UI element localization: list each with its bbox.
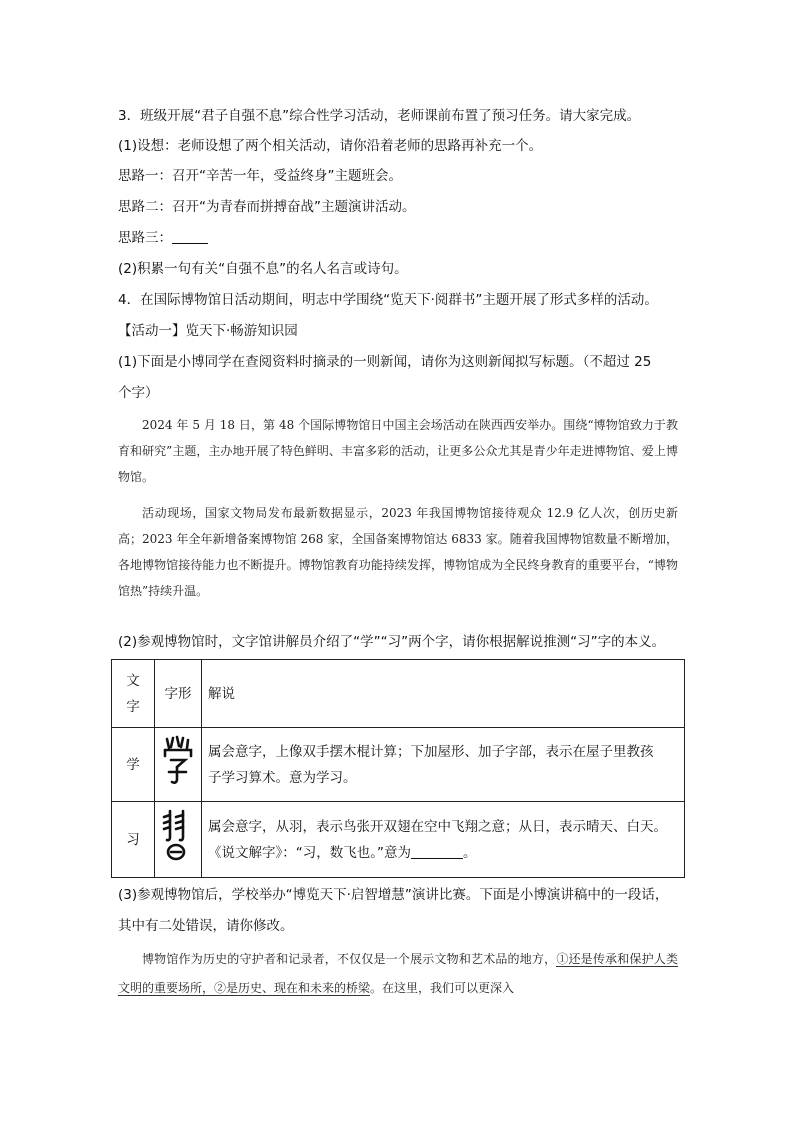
q4-part3-line1: (3)参观博物馆后，学校举办“博览天下·启智增慧”演讲比赛。下面是小博演讲稿中的一段话，	[118, 887, 669, 903]
xue-explain-line2: 子学习算术。意为学习。	[208, 769, 357, 786]
speech-excerpt	[118, 945, 678, 1003]
speech-text-a: 博物馆作为历史的守护者和记录者，不仅仅是一个展示文物和艺术品的地方，	[142, 952, 557, 966]
q4-part2: (2)参观博物馆时，文字馆讲解员介绍了“学”“习”两个字，请你根据解说推测“习”字的本义。	[118, 634, 666, 650]
table-header-char	[112, 660, 155, 728]
q3-idea1: 思路一：召开“辛苦一年，受益终身”主题班会。	[118, 168, 402, 184]
activity1-heading: 【活动一】览天下·畅游知识园	[118, 323, 298, 339]
speech-error-2: ②是历史、现在和未来的桥梁	[214, 981, 371, 995]
xi-glyph-icon	[161, 807, 195, 863]
news-paragraph-1: 2024 年 5 月 18 日，第 48 个国际博物馆日中国主会场活动在陕西西安举办。围绕“博物馆致力于教育和研究”主题，主办地开展了特色鲜明、丰富多彩的活动，让更多公众尤其是青少年走进博物馆、爱上博物馆。	[118, 418, 678, 484]
row-xi-char: 习	[112, 802, 155, 878]
q3-idea3	[118, 228, 208, 248]
q4-part1-line2: 个字）	[118, 385, 159, 401]
q3-idea3-label: 思路三：	[118, 230, 172, 246]
xi-explain-line2	[208, 840, 678, 866]
character-table	[111, 659, 685, 878]
xue-glyph-image	[155, 728, 202, 802]
q3-idea2: 思路二：召开“为青春而拼搏奋战”主题演讲活动。	[118, 199, 416, 215]
speech-text-b: 。在这里，我们可以更深入	[370, 981, 515, 995]
speech-error-1: ①还是传承和保护人类文明的重要场所，	[118, 952, 678, 995]
table-header-explain: 解说	[202, 660, 685, 728]
answer-blank[interactable]	[411, 844, 463, 859]
q4-part3-line2: 其中有二处错误，请你修改。	[118, 918, 294, 934]
news-paragraph-2: 活动现场，国家文物局发布最新数据显示，2023 年我国博物馆接待观众 12.9 亿人次，创历史新高；2023 年全年新增备案博物馆 268 家，全国备案博物馆达 6833 家。随着我国博物馆数量不断增加，各地博物馆接待能力也不断提升。博物馆教育功能持续发挥，博物馆成为全民终身教育的重要平台，“博物馆热”持续升温。	[118, 506, 678, 598]
xue-glyph-icon	[161, 734, 195, 786]
q3-title: 3．班级开展“君子自强不息”综合性学习活动，老师课前布置了预习任务。请大家完成。	[118, 108, 641, 124]
speech-paragraph	[118, 945, 678, 1003]
header-char-1: 文	[126, 672, 140, 689]
xi-explain-line1: 属会意字，从羽，表示鸟张开双翅在空中飞翔之意；从日，表示晴天、白天。	[208, 818, 667, 835]
answer-blank[interactable]	[172, 229, 208, 244]
q4-title: 4．在国际博物馆日活动期间，明志中学围绕“览天下·阅群书”主题开展了形式多样的活动。	[118, 292, 658, 308]
xi-glyph-image	[155, 802, 202, 878]
xi-explain-end: 。	[463, 844, 477, 861]
header-char-2: 字	[126, 698, 140, 715]
row-xi-explain	[202, 802, 685, 878]
xi-explain-text: 《说文解字》：“习，数飞也。”意为	[208, 844, 411, 861]
row-xue-explain	[202, 728, 685, 802]
row-xue-char: 学	[112, 728, 155, 802]
table-header-shape: 字形	[155, 660, 202, 728]
xue-explain-line1: 属会意字，上像双手摆木棍计算；下加屋形、加子字部，表示在屋子里教孩	[208, 743, 654, 760]
q3-part1: (1)设想：老师设想了两个相关活动，请你沿着老师的思路再补充一个。	[118, 138, 543, 154]
q3-part2: (2)积累一句有关“自强不息”的名人名言或诗句。	[118, 261, 408, 277]
q4-part1-line1: (1)下面是小博同学在查阅资料时摘录的一则新闻，请你为这则新闻拟写标题。（不超过 25	[118, 354, 652, 370]
news-excerpt	[118, 412, 678, 604]
